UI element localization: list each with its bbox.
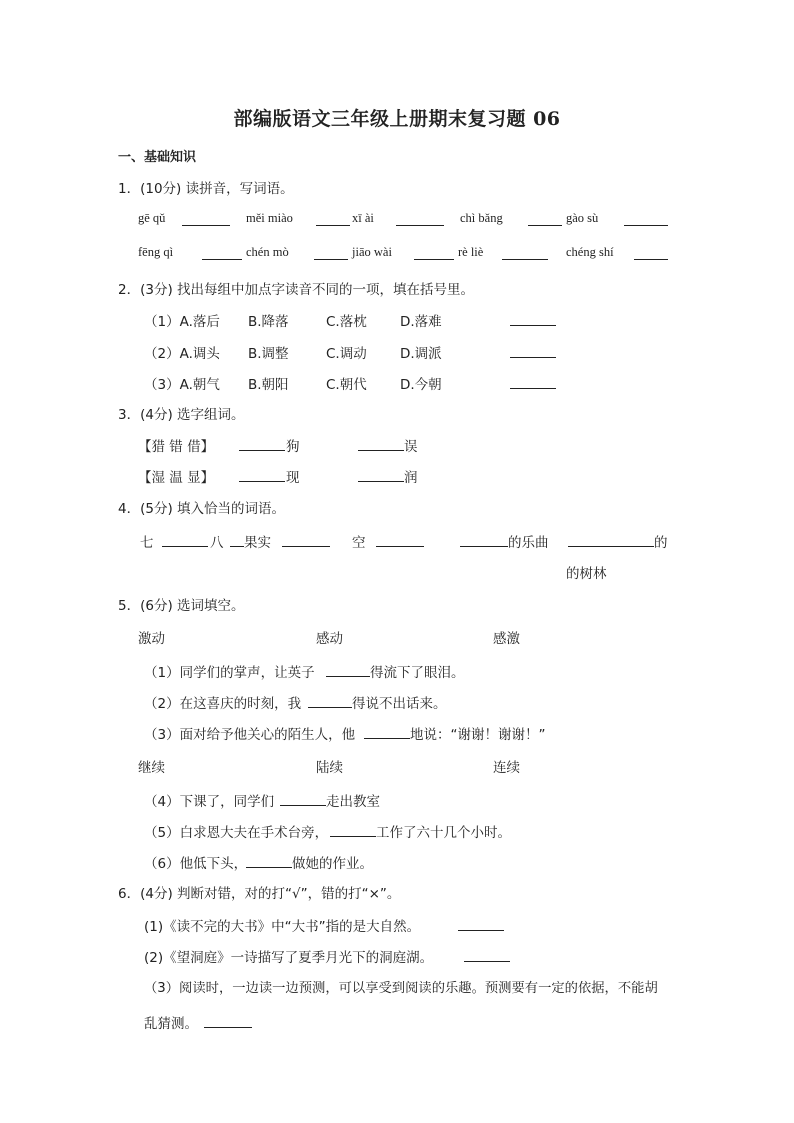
option-a: （1）A.落后: [144, 314, 220, 330]
option-b: B.朝阳: [248, 377, 289, 393]
answer-blank[interactable]: [182, 224, 230, 226]
sentence-text: 走出教室: [326, 794, 380, 810]
answer-blank[interactable]: [162, 545, 208, 547]
pinyin: chì bǎng: [460, 211, 503, 225]
pinyin: jiāo wài: [352, 245, 392, 259]
answer-blank[interactable]: [624, 224, 668, 226]
question-6-heading: 6．(4分) 判断对错，对的打“√”，错的打“×”。: [118, 886, 401, 902]
option-c: C.落枕: [326, 314, 367, 330]
answer-blank[interactable]: [414, 258, 454, 260]
word-option: 激动: [138, 631, 165, 647]
word-option: 继续: [138, 760, 165, 776]
answer-blank[interactable]: [308, 706, 352, 708]
answer-blank[interactable]: [510, 387, 556, 389]
pinyin: měi miào: [246, 211, 293, 225]
question-3-heading: 3．(4分) 选字组词。: [118, 407, 245, 423]
answer-blank[interactable]: [316, 224, 350, 226]
option-a: （2）A.调头: [144, 346, 220, 362]
answer-blank[interactable]: [202, 258, 242, 260]
statement-text: （3）阅读时，一边读一边预测，可以享受到阅读的乐趣。预测要有一定的依据，不能胡: [144, 981, 658, 996]
sentence-text: （2）在这喜庆的时刻，我: [144, 696, 302, 712]
character-group: 【猎 错 借】: [138, 439, 215, 455]
answer-blank[interactable]: [314, 258, 348, 260]
fill-text: 八: [210, 535, 224, 551]
answer-blank[interactable]: [230, 545, 244, 547]
fill-text: 的乐曲: [508, 535, 549, 551]
statement-text: (1)《读不完的大书》中“大书”指的是大自然。: [144, 919, 421, 935]
answer-blank[interactable]: [364, 737, 410, 739]
answer-blank[interactable]: [458, 929, 504, 931]
pinyin: xī ài: [352, 211, 374, 225]
sentence-text: （3）面对给予他关心的陌生人，他: [144, 727, 356, 743]
answer-blank[interactable]: [204, 1026, 252, 1028]
fill-text: 空: [352, 535, 366, 551]
answer-blank[interactable]: [239, 480, 285, 482]
statement-text: 乱猜测。: [144, 1016, 198, 1032]
word-suffix: 现: [286, 470, 300, 486]
fill-text: 果实: [244, 535, 271, 551]
pinyin: fēng qì: [138, 245, 174, 259]
answer-blank[interactable]: [634, 258, 668, 260]
option-d: D.调派: [400, 346, 442, 362]
option-b: B.降落: [248, 314, 289, 330]
word-option: 感动: [316, 631, 343, 647]
pinyin: gào sù: [566, 211, 599, 225]
question-4-heading: 4．(5分) 填入恰当的词语。: [118, 501, 286, 517]
page-title: 部编版语文三年级上册期末复习题 06: [233, 108, 561, 130]
sentence-text: 地说：“谢谢！谢谢！”: [410, 727, 546, 743]
pinyin: chéng shí: [566, 245, 614, 259]
pinyin: rè liè: [458, 245, 484, 259]
statement-text: (2)《望洞庭》一诗描写了夏季月光下的洞庭湖。: [144, 950, 434, 966]
answer-blank[interactable]: [510, 324, 556, 326]
option-c: C.朝代: [326, 377, 367, 393]
answer-blank[interactable]: [502, 258, 548, 260]
answer-blank[interactable]: [376, 545, 424, 547]
fill-text: 的: [654, 535, 668, 551]
option-c: C.调动: [326, 346, 367, 362]
character-group: 【湿 温 显】: [138, 470, 215, 486]
sentence-text: 做她的作业。: [292, 856, 373, 872]
question-1-heading: 1．(10分) 读拼音，写词语。: [118, 181, 294, 197]
answer-blank[interactable]: [326, 675, 370, 677]
answer-blank[interactable]: [528, 224, 562, 226]
answer-blank[interactable]: [330, 835, 376, 837]
sentence-text: （6）他低下头，: [144, 856, 248, 872]
pinyin: chén mò: [246, 245, 289, 259]
sentence-text: （5）白求恩大夫在手术台旁，: [144, 825, 329, 841]
word-option: 陆续: [316, 760, 343, 776]
option-a: （3）A.朝气: [144, 377, 220, 393]
pinyin: gē qǔ: [138, 211, 166, 225]
answer-blank[interactable]: [396, 224, 444, 226]
answer-blank[interactable]: [280, 804, 326, 806]
question-5-heading: 5．(6分) 选词填空。: [118, 598, 245, 614]
sentence-text: 得流下了眼泪。: [370, 665, 465, 681]
answer-blank[interactable]: [282, 545, 330, 547]
answer-blank[interactable]: [464, 960, 510, 962]
word-suffix: 误: [404, 439, 418, 455]
answer-blank[interactable]: [568, 545, 654, 547]
sentence-text: （1）同学们的掌声，让英子: [144, 665, 315, 681]
option-b: B.调整: [248, 346, 289, 362]
fill-text-tail: 的树林: [566, 566, 607, 582]
answer-blank[interactable]: [358, 480, 404, 482]
word-option: 连续: [493, 760, 520, 776]
option-d: D.今朝: [400, 377, 442, 393]
answer-blank[interactable]: [239, 449, 285, 451]
option-d: D.落难: [400, 314, 442, 330]
answer-blank[interactable]: [246, 866, 292, 868]
word-suffix: 润: [404, 470, 418, 486]
section-heading: 一、基础知识: [118, 150, 197, 165]
answer-blank[interactable]: [358, 449, 404, 451]
word-option: 感激: [493, 631, 520, 647]
sentence-text: 得说不出话来。: [352, 696, 447, 712]
sentence-text: 工作了六十几个小时。: [376, 825, 511, 841]
question-2-heading: 2．(3分) 找出每组中加点字读音不同的一项，填在括号里。: [118, 282, 475, 298]
fill-text: 七: [140, 535, 154, 551]
word-suffix: 狗: [286, 439, 300, 455]
sentence-text: （4）下课了，同学们: [144, 794, 275, 810]
answer-blank[interactable]: [510, 356, 556, 358]
answer-blank[interactable]: [460, 545, 508, 547]
